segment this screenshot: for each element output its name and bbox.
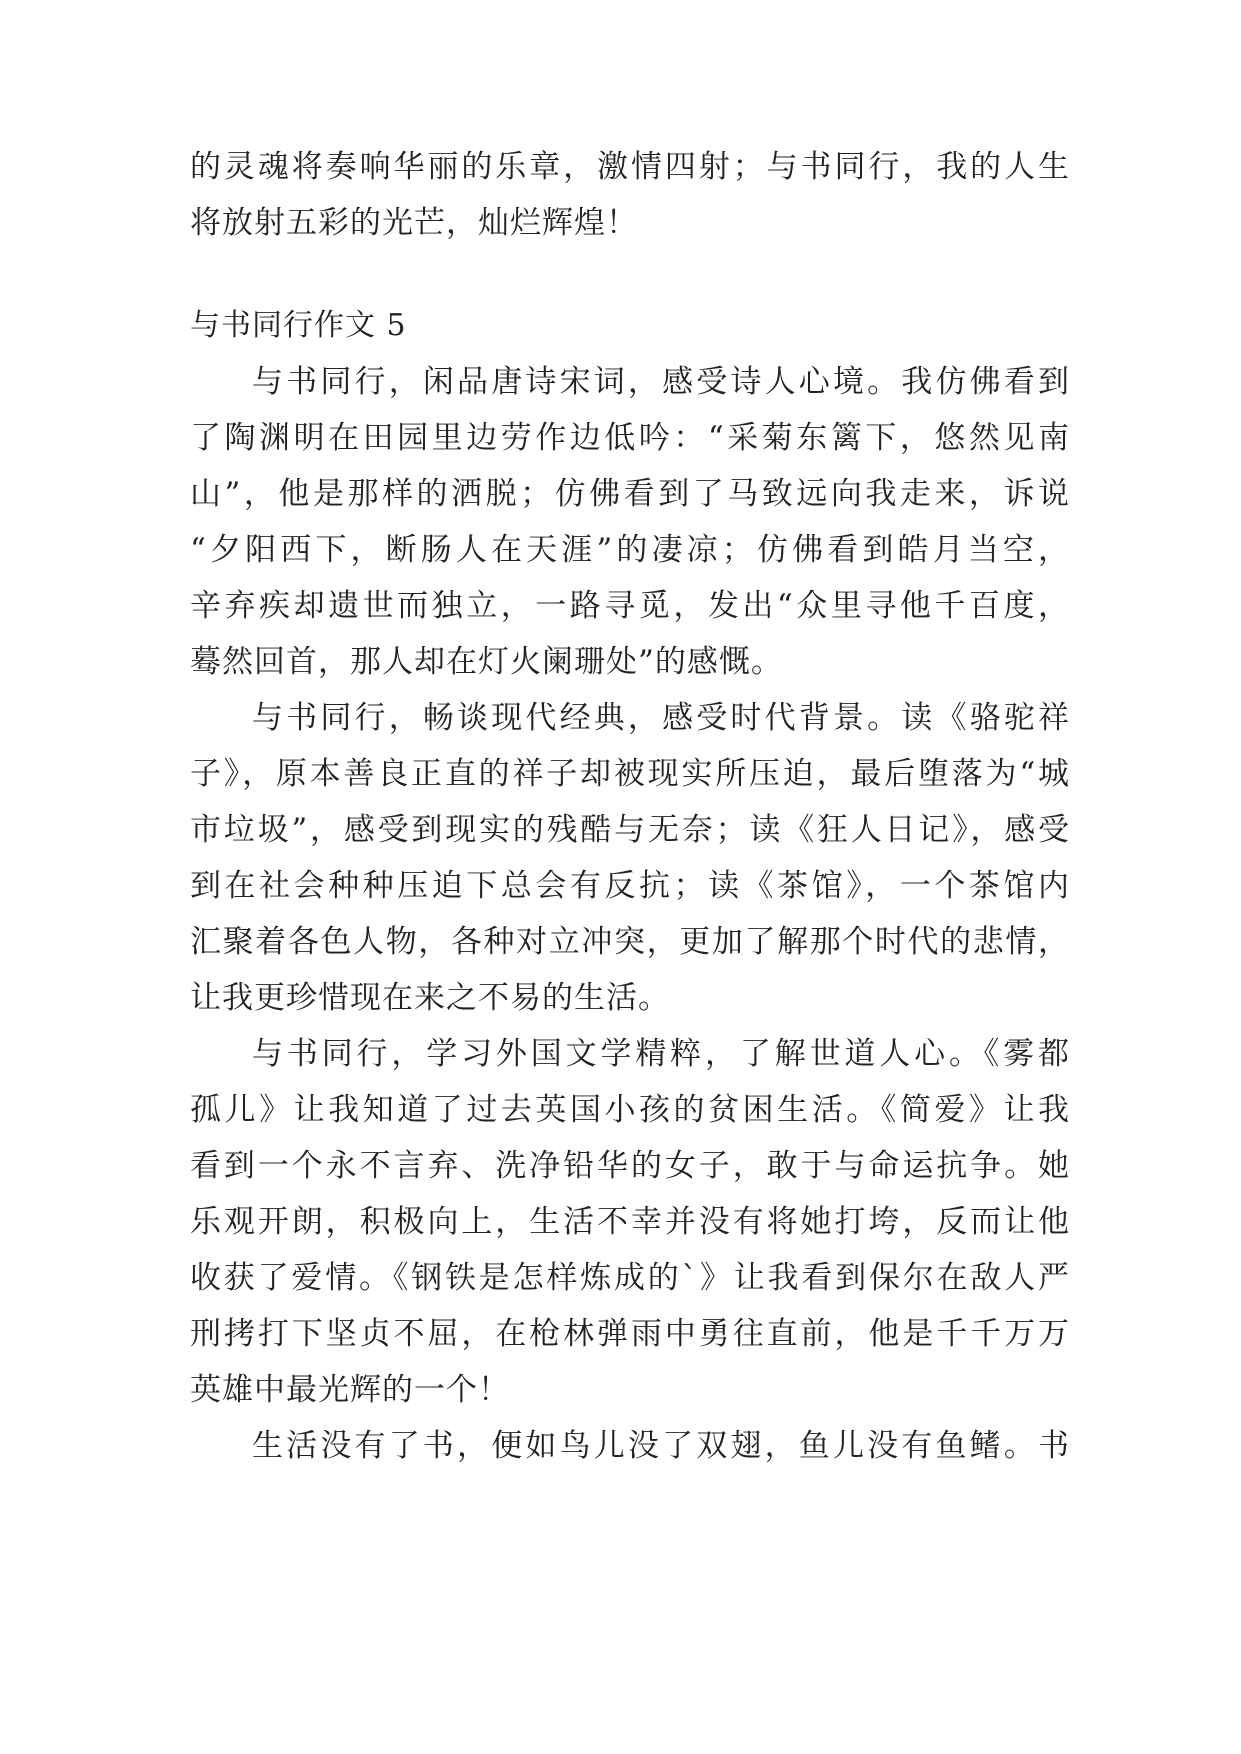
text-line: 将放射五彩的光芒，灿烂辉煌！ [190, 205, 638, 241]
text-line: 山”，他是那样的洒脱；仿佛看到了马致远向我走来，诉说 [190, 476, 1070, 512]
text-line: 刑拷打下坚贞不屈，在枪林弹雨中勇往直前，他是千千万万 [190, 1316, 1070, 1352]
text-line: 辛弃疾却遗世而独立，一路寻觅，发出“众里寻他千百度， [190, 588, 1070, 624]
text-line: “夕阳西下，断肠人在天涯”的凄凉；仿佛看到皓月当空， [190, 532, 1070, 568]
section-title [190, 298, 1070, 354]
text-line: 让我更珍惜现在来之不易的生活。 [190, 980, 670, 1016]
text-line: 与书同行，畅谈现代经典，感受时代背景。读《骆驼祥 [252, 700, 1070, 736]
text-line: 乐观开朗，积极向上，生活不幸并没有将她打垮，反而让他 [190, 1204, 1070, 1240]
paragraph-1 [190, 354, 1070, 690]
paragraph-3 [190, 1026, 1070, 1418]
text-line: 蓦然回首，那人却在灯火阑珊处”的感慨。 [190, 644, 783, 680]
text-line: 的灵魂将奏响华丽的乐章，激情四射；与书同行，我的人生 [190, 149, 1070, 185]
paragraph-4 [190, 1418, 1070, 1474]
section-title-text: 与书同行作文 5 [190, 308, 407, 343]
text-line: 了陶渊明在田园里边劳作边低吟：“采菊东篱下，悠然见南 [190, 420, 1070, 456]
text-line: 与书同行，闲品唐诗宋词，感受诗人心境。我仿佛看到 [252, 364, 1070, 400]
text-line: 看到一个永不言弃、洗净铅华的女子，敢于与命运抗争。她 [190, 1148, 1070, 1184]
text-line: 生活没有了书，便如鸟儿没了双翅，鱼儿没有鱼鳍。书 [252, 1428, 1070, 1464]
text-line: 汇聚着各色人物，各种对立冲突，更加了解那个时代的悲情， [190, 924, 1070, 960]
text-line: 与书同行，学习外国文学精粹，了解世道人心。《雾都 [252, 1036, 1070, 1072]
text-line: 孤儿》让我知道了过去英国小孩的贫困生活。《简爱》让我 [190, 1092, 1070, 1128]
text-line: 到在社会种种压迫下总会有反抗；读《茶馆》，一个茶馆内 [190, 868, 1070, 904]
paragraph-2 [190, 690, 1070, 1026]
text-line: 收获了爱情。《钢铁是怎样炼成的`》让我看到保尔在敌人严 [190, 1260, 1070, 1296]
intro-paragraph [190, 139, 1070, 251]
text-line: 英雄中最光辉的一个！ [190, 1372, 510, 1408]
text-line: 市垃圾”，感受到现实的残酷与无奈；读《狂人日记》，感受 [190, 812, 1070, 848]
text-line: 子》，原本善良正直的祥子却被现实所压迫，最后堕落为“城 [190, 756, 1070, 792]
